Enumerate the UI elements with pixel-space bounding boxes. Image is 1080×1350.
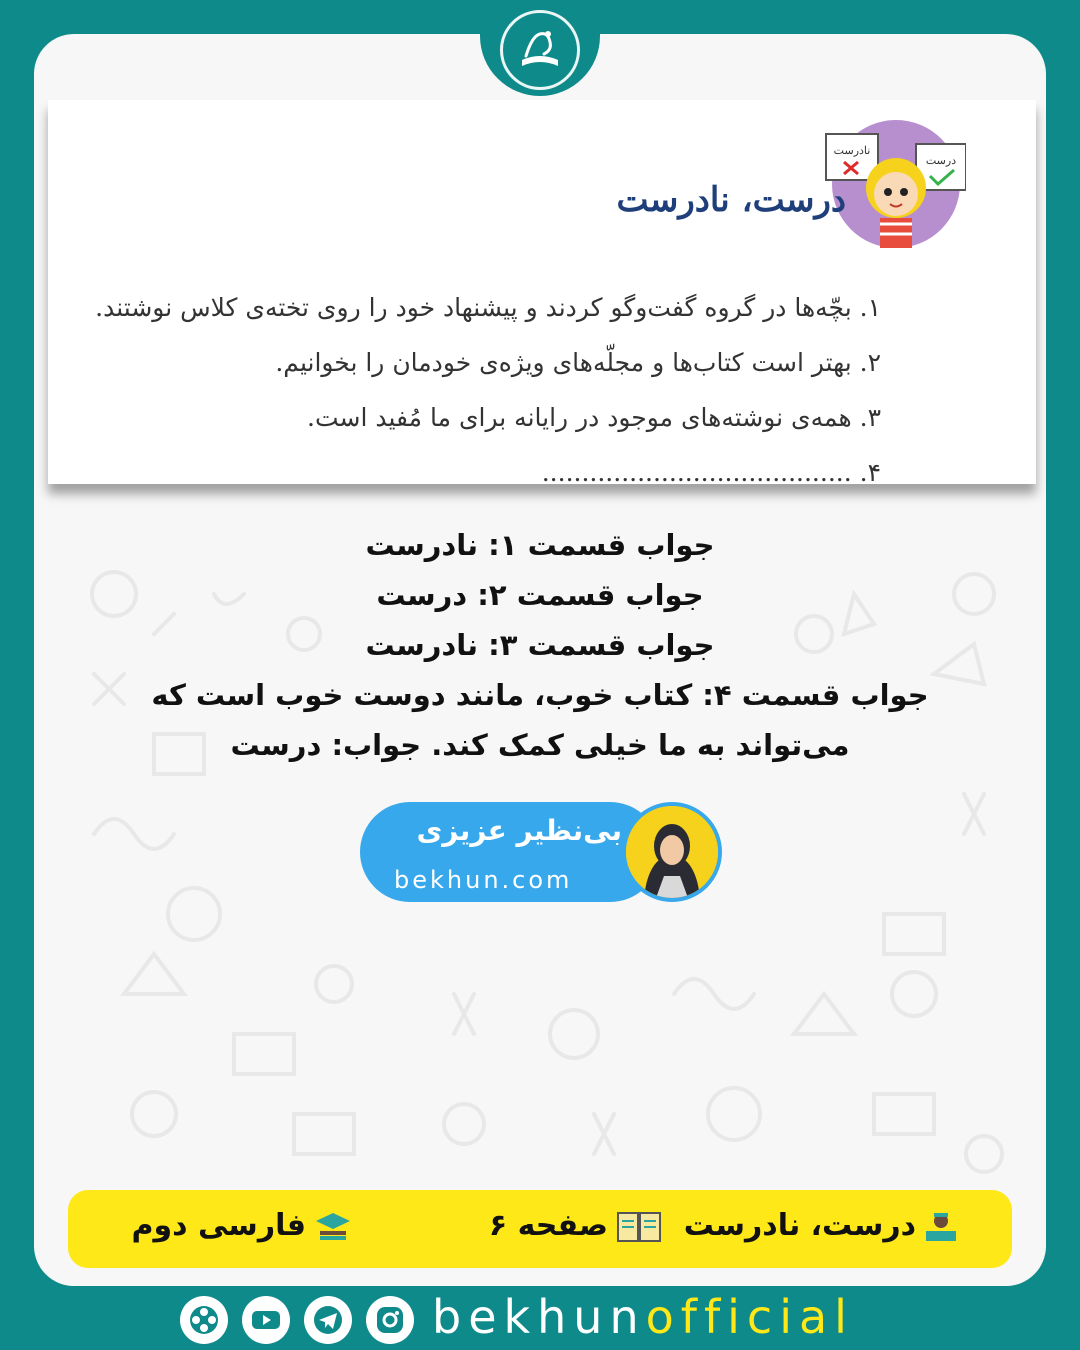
- footer-subject: [131, 1208, 352, 1243]
- bekhun-logo: [500, 10, 580, 90]
- book-statements: [81, 280, 881, 500]
- answer-3: جواب قسمت ۳: نادرست: [365, 628, 715, 662]
- graduation-cap-icon: [314, 1209, 352, 1243]
- avatar-portrait-icon: [626, 806, 718, 898]
- teacher-icon: [924, 1209, 958, 1243]
- youtube-icon[interactable]: [242, 1296, 290, 1344]
- textbook-excerpt: [48, 100, 1036, 487]
- open-book-icon: [616, 1209, 662, 1243]
- statement-4: ۴. .......................................: [541, 458, 881, 487]
- statement-3: ۳. همه‌ی نوشته‌های موجود در رایانه برای ما مُفید است.: [307, 403, 881, 432]
- mascot-illustration: [796, 104, 966, 254]
- statement-1: ۱. بچّه‌ها در گروه گفت‌وگو کردند و پیشنهاد خود را روی تخته‌ی کلاس نوشتند.: [95, 293, 881, 322]
- girl-with-signs-icon: [796, 104, 966, 254]
- answers-block: [34, 520, 1046, 770]
- telegram-icon[interactable]: [304, 1296, 352, 1344]
- footer-subject-label: فارسی دوم: [131, 1208, 306, 1243]
- answer-2: جواب قسمت ۲: درست: [376, 578, 704, 612]
- instagram-icon[interactable]: [366, 1296, 414, 1344]
- answer-4: جواب قسمت ۴: کتاب خوب، مانند دوست خوب است که می‌تواند به ما خیلی کمک کند. جواب: درست: [151, 678, 929, 762]
- aparat-icon[interactable]: [180, 1296, 228, 1344]
- author-avatar: [622, 802, 722, 902]
- book-logo-icon: [510, 20, 570, 80]
- sign-dorost: درست: [925, 154, 957, 167]
- sign-nadorost: نادرست: [833, 144, 871, 157]
- footer-info-bar: [68, 1190, 1012, 1268]
- footer-lesson: [684, 1208, 958, 1243]
- footer-page-label: صفحه ۶: [488, 1208, 608, 1243]
- author-card: [360, 802, 722, 902]
- footer-lesson-label: درست، نادرست: [683, 1208, 916, 1243]
- answer-1: جواب قسمت ۱: نادرست: [365, 528, 715, 562]
- social-footer: [180, 1292, 900, 1346]
- social-handle: [432, 1290, 854, 1344]
- statement-2: ۲. بهتر است کتاب‌ها و مجلّه‌های ویژه‌ی خودمان را بخوانیم.: [275, 348, 881, 377]
- footer-page: [489, 1208, 662, 1243]
- author-website: bekhun.com: [394, 866, 573, 894]
- handle-part-official: official: [645, 1290, 854, 1344]
- author-name: بی‌نظیر عزیزی: [416, 814, 622, 847]
- handle-part-bekhun: bekhun: [432, 1290, 646, 1344]
- book-section-title: درست، نادرست: [616, 180, 846, 220]
